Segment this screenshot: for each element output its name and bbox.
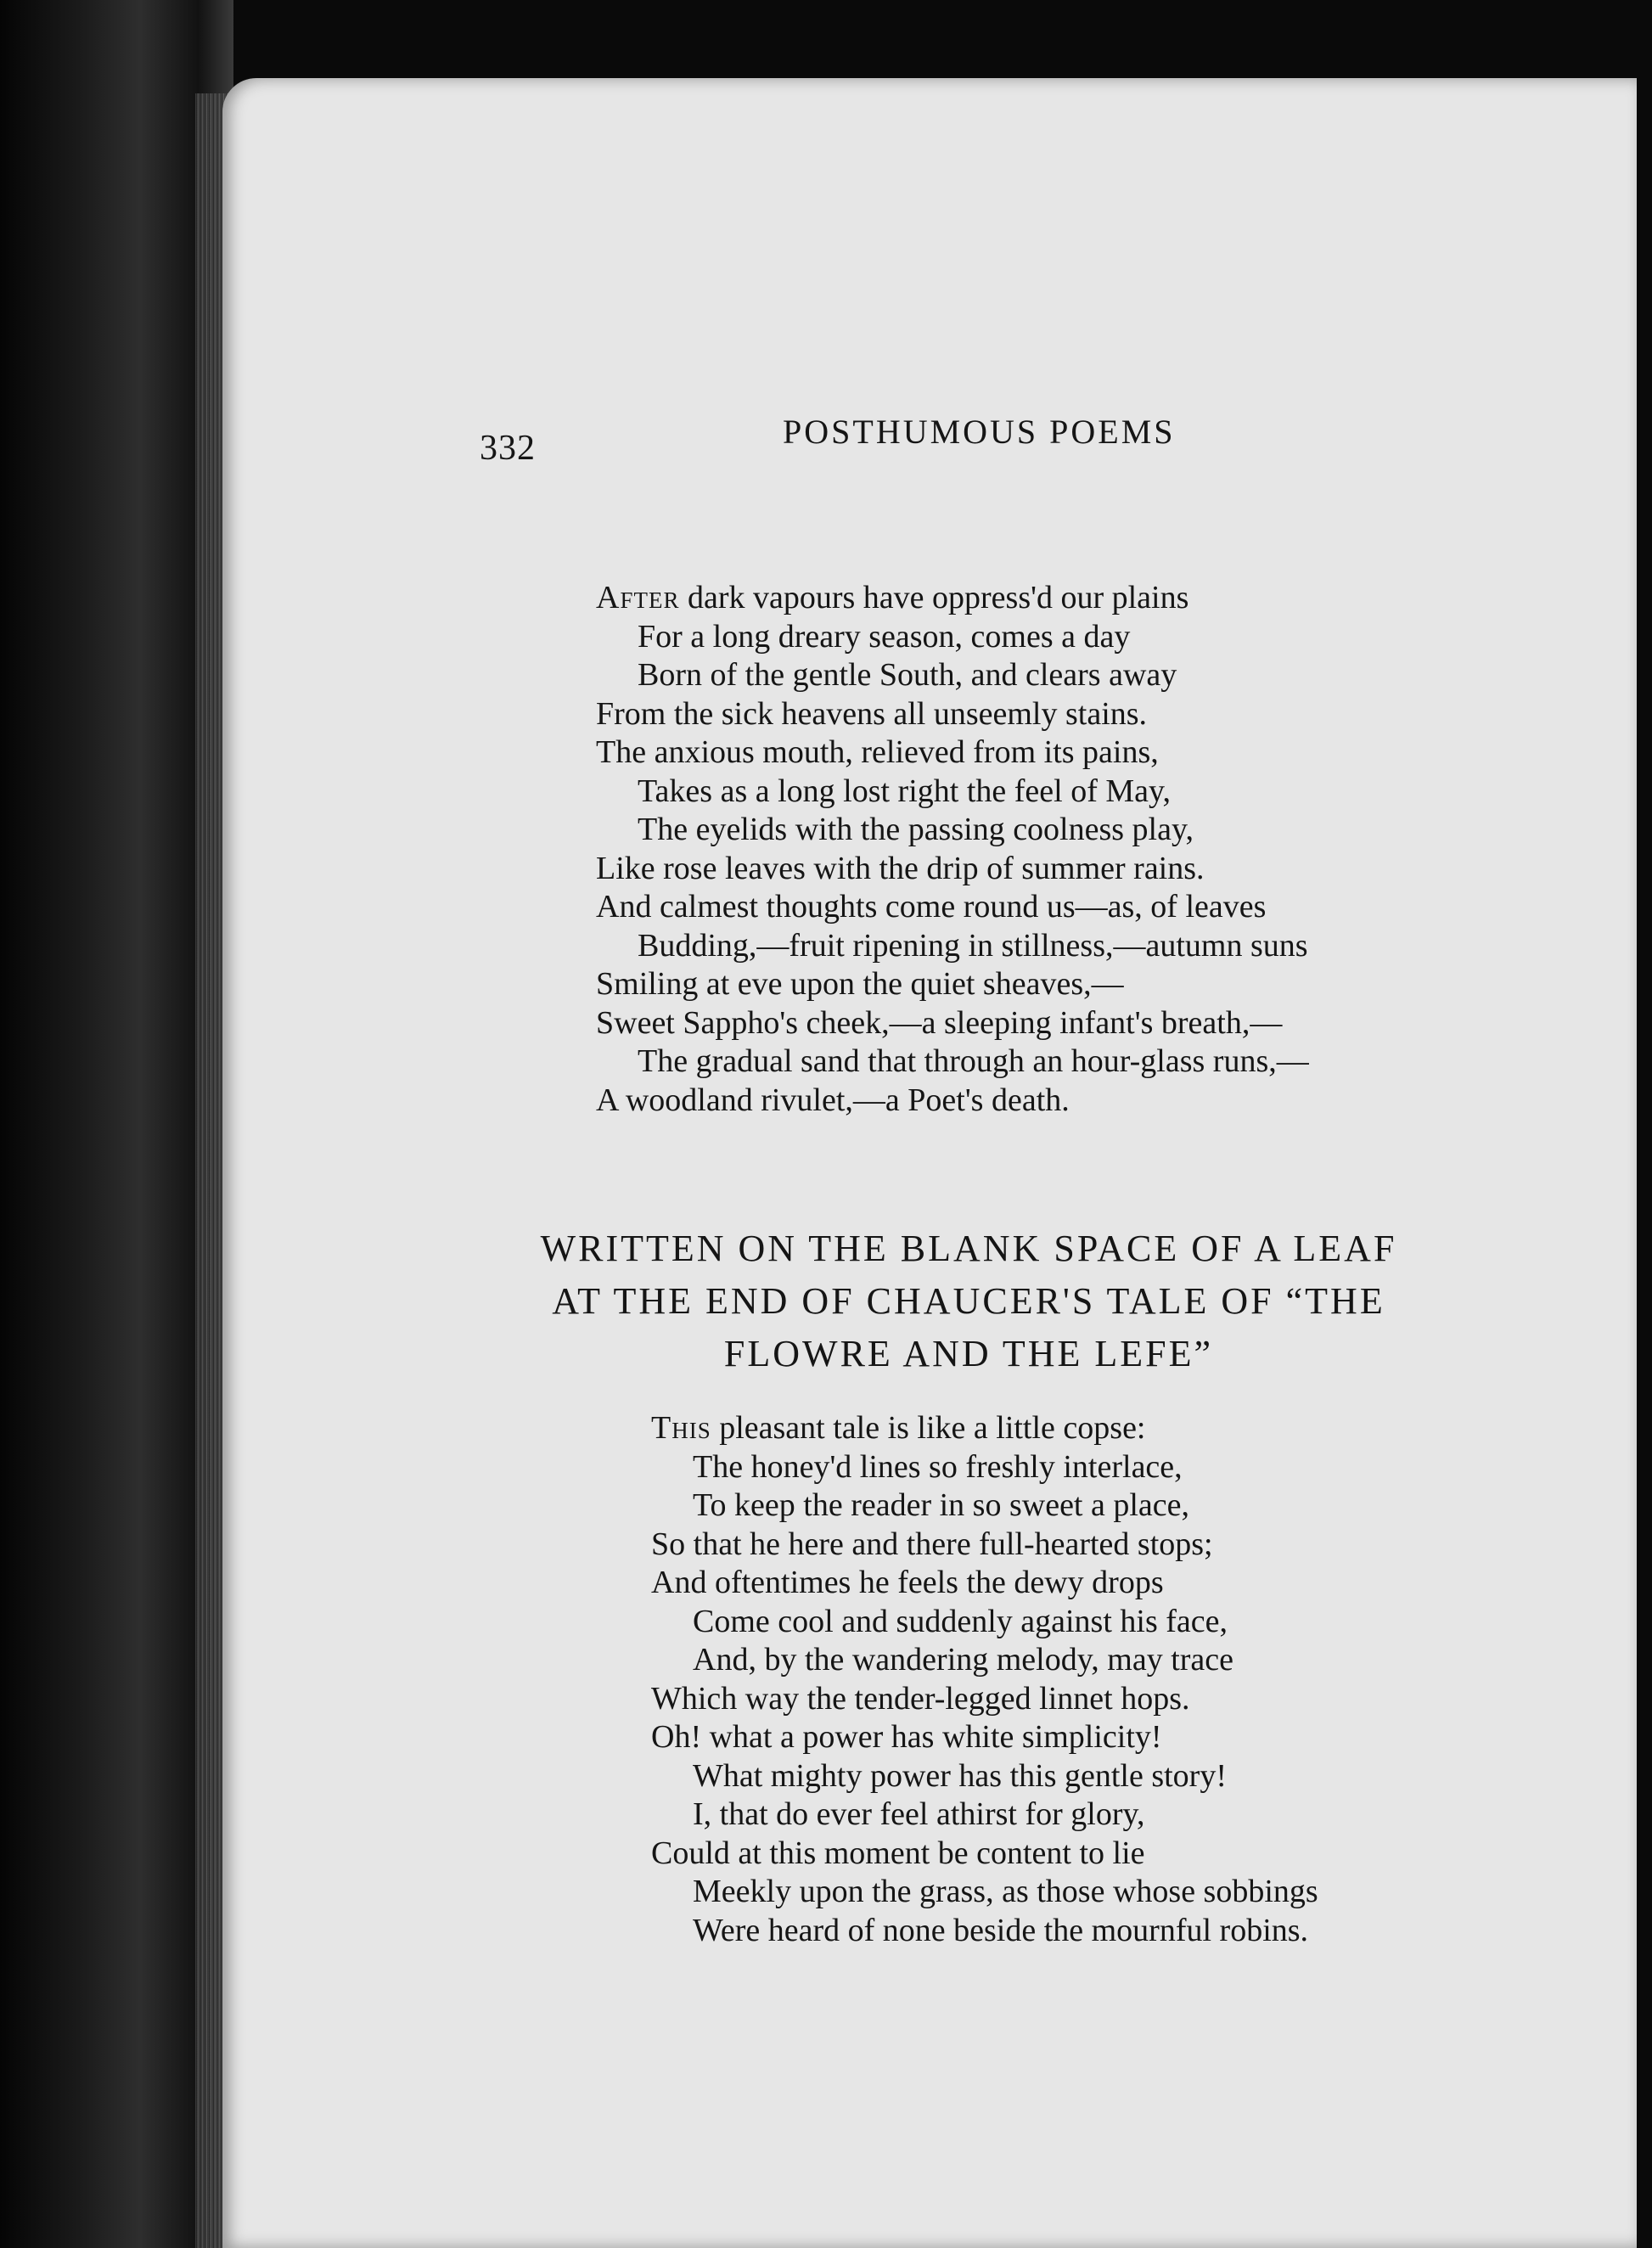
poem-line: And calmest thoughts come round us—as, of leaves	[596, 889, 1267, 924]
poem-line: Come cool and suddenly against his face,	[693, 1603, 1228, 1639]
poem-line: From the sick heavens all unseemly stains.	[596, 695, 1148, 732]
poem-chaucer-leaf	[651, 1409, 1318, 1950]
poem-line: A woodland rivulet,—a Poet's death.	[596, 1082, 1070, 1118]
poem-line: Born of the gentle South, and clears away	[638, 657, 1177, 693]
poem-line: Takes as a long lost right the feel of May,	[638, 773, 1172, 809]
lead-word: After	[596, 580, 680, 615]
poem-line: What mighty power has this gentle story!	[693, 1757, 1227, 1794]
page-number: 332	[480, 429, 536, 468]
poem-line: The gradual sand that through an hour-glass runs,—	[638, 1043, 1309, 1079]
poem-line: After dark vapours have oppress'd our plains	[596, 580, 1189, 615]
poem-title-line: WRITTEN ON THE BLANK SPACE OF A LEAF	[540, 1228, 1397, 1269]
poem-line: Sweet Sappho's cheek,—a sleeping infant's breath,—	[596, 1004, 1283, 1041]
lead-word: This	[651, 1410, 711, 1446]
poem-line: Meekly upon the grass, as those whose sobbings	[693, 1874, 1318, 1909]
poem-line: Like rose leaves with the drip of summer rains.	[596, 850, 1205, 886]
poem-line: This pleasant tale is like a little copse:	[651, 1410, 1146, 1446]
poem-line: The eyelids with the passing coolness play,	[638, 812, 1194, 847]
poem-line: Which way the tender-legged linnet hops.	[651, 1680, 1190, 1717]
poem-line: For a long dreary season, comes a day	[638, 618, 1131, 655]
poem-line: Budding,—fruit ripening in stillness,—autumn suns	[638, 927, 1308, 964]
poem-line: I, that do ever feel athirst for glory,	[693, 1796, 1145, 1832]
poem-line: And oftentimes he feels the dewy drops	[651, 1565, 1164, 1600]
poem-line: And, by the wandering melody, may trace	[693, 1642, 1234, 1678]
poem-line: Smiling at eve upon the quiet sheaves,—	[596, 966, 1124, 1002]
poem-title-line: AT THE END OF CHAUCER'S TALE OF “THE	[552, 1280, 1385, 1322]
poem-after-dark-vapours	[596, 579, 1309, 1120]
poem-line: Oh! what a power has white simplicity!	[651, 1719, 1162, 1755]
poem-line: To keep the reader in so sweet a place,	[693, 1487, 1190, 1523]
poem-line: Were heard of none beside the mournful robins.	[693, 1912, 1309, 1948]
running-title: POSTHUMOUS POEMS	[783, 413, 1176, 451]
poem-line: The anxious mouth, relieved from its pains,	[596, 734, 1159, 770]
poem-title	[511, 1222, 1426, 1380]
poem-line: Could at this moment be content to lie	[651, 1835, 1145, 1871]
book-page	[222, 78, 1637, 2248]
running-head	[222, 407, 1637, 468]
poem-line: So that he here and there full-hearted stops;	[651, 1526, 1213, 1562]
poem-title-line: FLOWRE AND THE LEFE”	[723, 1333, 1214, 1374]
poem-line: The honey'd lines so freshly interlace,	[693, 1448, 1183, 1485]
